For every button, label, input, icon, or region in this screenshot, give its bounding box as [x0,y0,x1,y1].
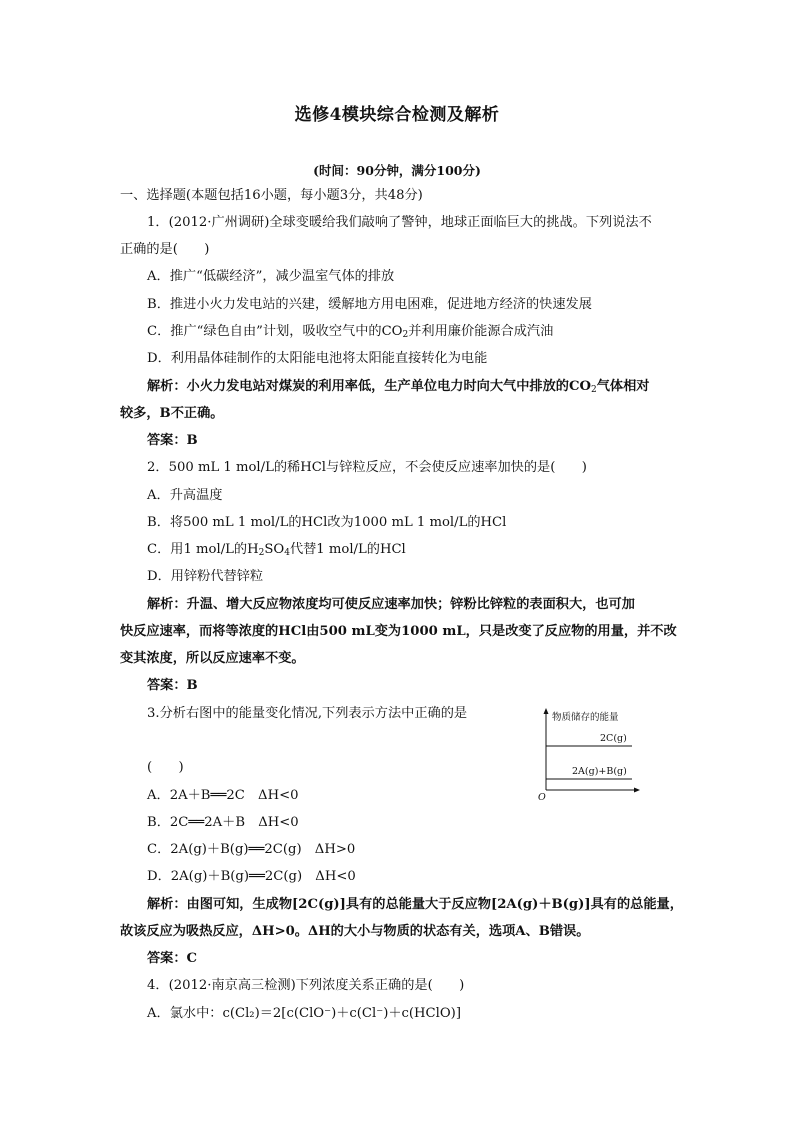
reaction-axis-arrow [634,788,640,793]
q1-stem-line1: 1．(2012·广州调研)全球变暖给我们敲响了警钟，地球正面临巨大的挑战。下列说法不 [147,215,652,230]
origin-label: O [538,792,546,802]
page-title: 选修4模块综合检测及解析 [294,105,500,125]
energy-axis-label: 物质储存的能量 [552,712,619,723]
q3-stem: 3.分析右图中的能量变化情况,下列表示方法中正确的是 [147,706,468,721]
q3-answer: 答案：C [147,951,198,966]
q3-explanation-line1: 解析：由图可知，生成物[2C(g)]具有的总能量大于反应物[2A(g)＋B(g)]具有的总能量， [147,897,683,912]
energy-axis-arrow [544,708,549,714]
q2-explanation-line3: 变其浓度，所以反应速率不变。 [120,651,305,666]
energy-diagram [534,706,644,802]
q2-option-d: D．用锌粉代替锌粒 [147,569,264,584]
q2-option-c: C．用1 mol/L的$H_2SO_4$代替1 mol/L的HCl [147,542,406,558]
q4-option-a: A．氯水中：c(Cl₂)＝2[c(ClO⁻)＋c(Cl⁻)＋c(HClO)] [147,1006,461,1021]
q2-option-a: A．升高温度 [147,488,223,503]
q2-explanation-line2: 快反应速率，而将等浓度的HCl由500 mL变为1000 mL，只是改变了反应物的用量，并不改 [120,624,677,639]
q3-explanation-line2: 故该反应为吸热反应，ΔH>0。ΔH的大小与物质的状态有关，选项A、B错误。 [120,924,590,939]
q1-stem-line2: 正确的是( ) [120,242,210,257]
q1-option-a: A．推广“低碳经济”，减少温室气体的排放 [147,269,395,284]
q1-option-c: C．推广“绿色自由”计划，吸收空气中的$CO_2$并利用廉价能源合成汽油 [147,324,554,340]
product-label: 2C(g) [600,733,627,744]
q1-option-d: D．利用晶体硅制作的太阳能电池将太阳能直接转化为电能 [147,351,488,366]
q2-stem: 2．500 mL 1 mol/L的稀HCl与锌粒反应，不会使反应速率加快的是( ) [147,460,587,475]
q1-option-b: B．推进小火力发电站的兴建，缓解地方用电困难，促进地方经济的快速发展 [147,297,592,312]
q3-option-c: C．2A(g)＋B(g)══2C(g) ΔH>0 [147,842,356,857]
q2-option-b: B．将500 mL 1 mol/L的HCl改为1000 mL 1 mol/L的HCl [147,515,507,530]
q2-explanation-line1: 解析：升温、增大反应物浓度均可使反应速率加快；锌粉比锌粒的表面积大，也可加 [147,597,635,612]
reactant-label: 2A(g)+B(g) [572,766,627,777]
q3-answer-bracket: ( ) [147,760,184,775]
q1-explanation-line1: 解析：小火力发电站对煤炭的利用率低，生产单位电力时向大气中排放的$CO_2$气体相对 [147,379,650,395]
q3-option-a: A．2A＋B══2C ΔH<0 [147,788,299,803]
exam-meta: (时间：90分钟，满分100分) [313,163,481,178]
q4-stem: 4．(2012·南京高三检测)下列浓度关系正确的是( ) [147,978,465,993]
section-heading: 一、选择题(本题包括16小题，每小题3分，共48分) [120,188,423,203]
q3-option-d: D．2A(g)＋B(g)══2C(g) ΔH<0 [147,869,356,884]
q1-explanation-line2: 较多，B不正确。 [120,406,224,421]
q2-answer: 答案：B [147,678,198,693]
q1-answer: 答案：B [147,433,198,448]
q3-option-b: B．2C══2A＋B ΔH<0 [147,815,299,830]
